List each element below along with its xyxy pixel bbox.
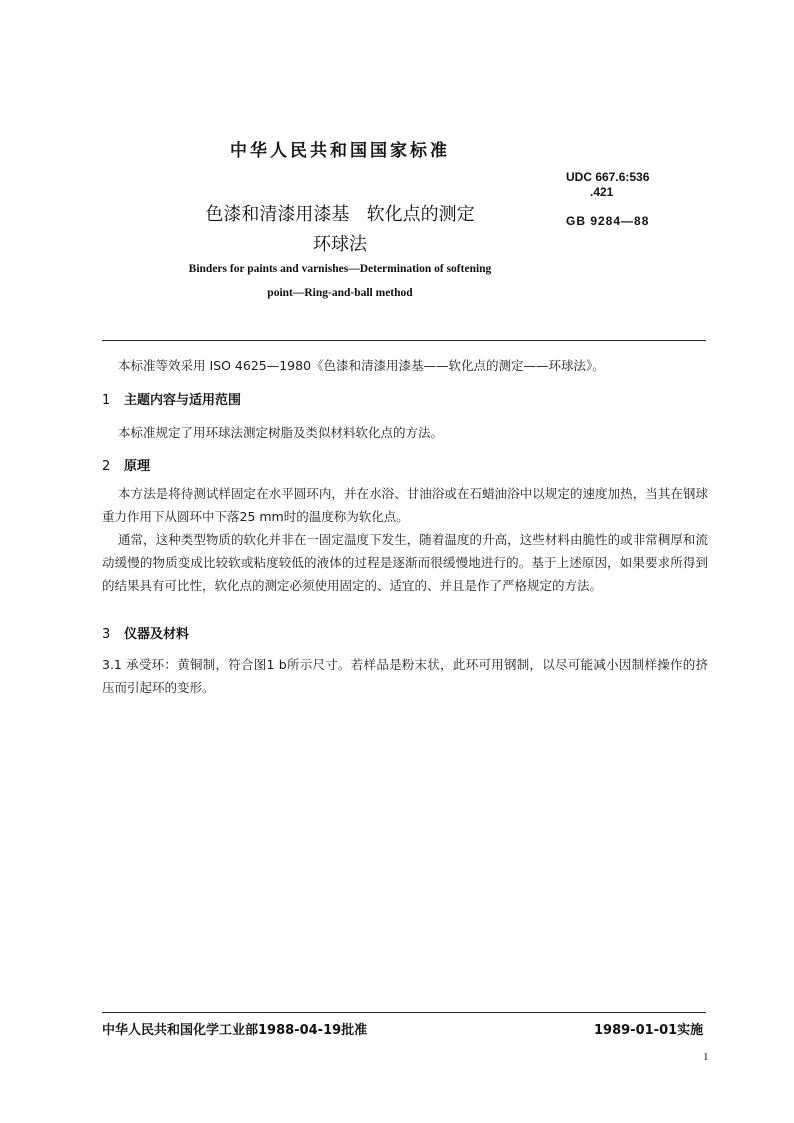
section-number: 3 xyxy=(102,627,111,642)
document-title-en-line-2: point—Ring-and-ball method xyxy=(267,287,413,299)
header-divider xyxy=(102,340,706,341)
udc-line-1: UDC 667.6:536 xyxy=(566,170,650,184)
section-title: 原理 xyxy=(124,459,151,474)
intro-paragraph: 本标准等效采用 ISO 4625—1980《色漆和清漆用漆基——软化点的测定——环球法》。 xyxy=(118,358,605,373)
section-title: 仪器及材料 xyxy=(124,627,190,642)
footer-divider xyxy=(102,1012,706,1013)
section-title: 主题内容与适用范围 xyxy=(124,393,242,408)
section-1-heading xyxy=(102,389,241,408)
section-number: 1 xyxy=(102,393,111,408)
document-title-en-line-1: Binders for paints and varnishes—Determination of softening xyxy=(188,263,492,275)
section-2-paragraph-2: 通常，这种类型物质的软化并非在一固定温度下发生，随着温度的升高，这些材料由脆性的或非常稠厚和流动缓慢的物质变成比较软或粘度较低的液体的过程是逐渐而很缓慢地进行的。基于上述原因，如果要求所得到的结果具有可比性，软化点的测定必须使用固定的、适宜的、并且是作了严格规定的方法。 xyxy=(102,532,708,593)
udc-line-2: .421 xyxy=(590,185,614,199)
section-3-heading xyxy=(102,623,189,642)
section-1-paragraph: 本标准规定了用环球法测定树脂及类似材料软化点的方法。 xyxy=(118,425,444,440)
section-number: 2 xyxy=(102,459,111,474)
gb-standard-code: GB 9284—88 xyxy=(566,214,650,228)
national-standard-title: 中华人民共和国国家标准 xyxy=(230,141,450,161)
effective-date: 1989-01-01实施 xyxy=(594,1023,704,1038)
section-2-heading xyxy=(102,455,150,474)
clause-3-1-paragraph: 3.1 承受环：黄铜制，符合图1 b所示尺寸。若样品是粉末状，此环可用钢制，以尽可能减小因制样操作的挤压而引起环的变形。 xyxy=(102,657,708,695)
document-title-cn-line-1: 色漆和清漆用漆基 软化点的测定 xyxy=(205,204,475,225)
document-title-cn-line-2: 环球法 xyxy=(313,234,367,255)
section-2-paragraph-1: 本方法是将待测试样固定在水平圆环内，并在水浴、甘油浴或在石蜡油浴中以规定的速度加热，当其在钢球重力作用下从圆环中下落25 mm时的温度称为软化点。 xyxy=(102,486,708,524)
approval-statement: 中华人民共和国化学工业部1988-04-19批准 xyxy=(102,1023,368,1038)
udc-classification xyxy=(566,170,649,200)
page-number: 1 xyxy=(703,1051,709,1063)
